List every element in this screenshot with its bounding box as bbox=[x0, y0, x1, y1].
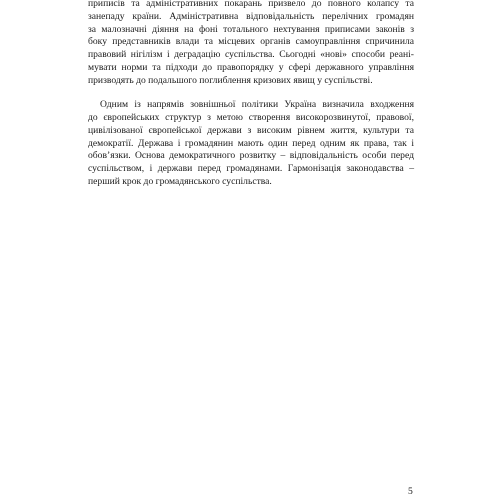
paragraph-gap bbox=[88, 87, 414, 99]
paragraph-1-line: занепаду країни. Адміністративна відповідальність перелічних громадян bbox=[88, 10, 414, 22]
paragraph-2 bbox=[88, 99, 414, 188]
body-text bbox=[88, 0, 414, 189]
paragraph-1 bbox=[88, 0, 414, 87]
paragraph-2-line: до європейських структур з метою створення високорозвинутої, правової, bbox=[88, 112, 414, 123]
paragraph-2-line: перший крок до громадянського суспільства. bbox=[88, 175, 272, 187]
paragraph-2-line: обов’язки. Основа демократичного розвитку – відповідальність особи перед bbox=[88, 150, 414, 162]
paragraph-1-line: мувати норми та підходи до правопорядку у сфері державного управління bbox=[88, 61, 414, 73]
paragraph-2-line: демократії. Держава і громадянин мають один перед одним як права, так і bbox=[88, 137, 414, 149]
page-number: 5 bbox=[408, 486, 413, 497]
paragraph-2-line: суспільством, і держави перед громадянами. Гармонізація законодавства – bbox=[88, 163, 414, 174]
paragraph-1-line: приписів та адміністративних покарань призвело до повного колапсу та bbox=[88, 0, 414, 9]
paragraph-1-line: призводять до подальшого поглиблення кризових явищ у суспільстві. bbox=[88, 74, 373, 86]
paragraph-1-line: правовий нігілізм і деградацію суспільства. Сьогодні «нові» способи реані- bbox=[88, 49, 414, 60]
paragraph-1-line: за малозначні діяння на фоні тотального нехтування приписами законів з bbox=[88, 23, 414, 35]
paragraph-2-line: Одним із напрямів зовнішньої політики Україна визначила входження bbox=[100, 99, 414, 111]
paragraph-1-line: боку представників влади та місцевих органів самоуправління спричинила bbox=[88, 36, 414, 48]
paragraph-2-line: цивілізованої європейської держави з високим рівнем життя, культури та bbox=[88, 124, 414, 136]
